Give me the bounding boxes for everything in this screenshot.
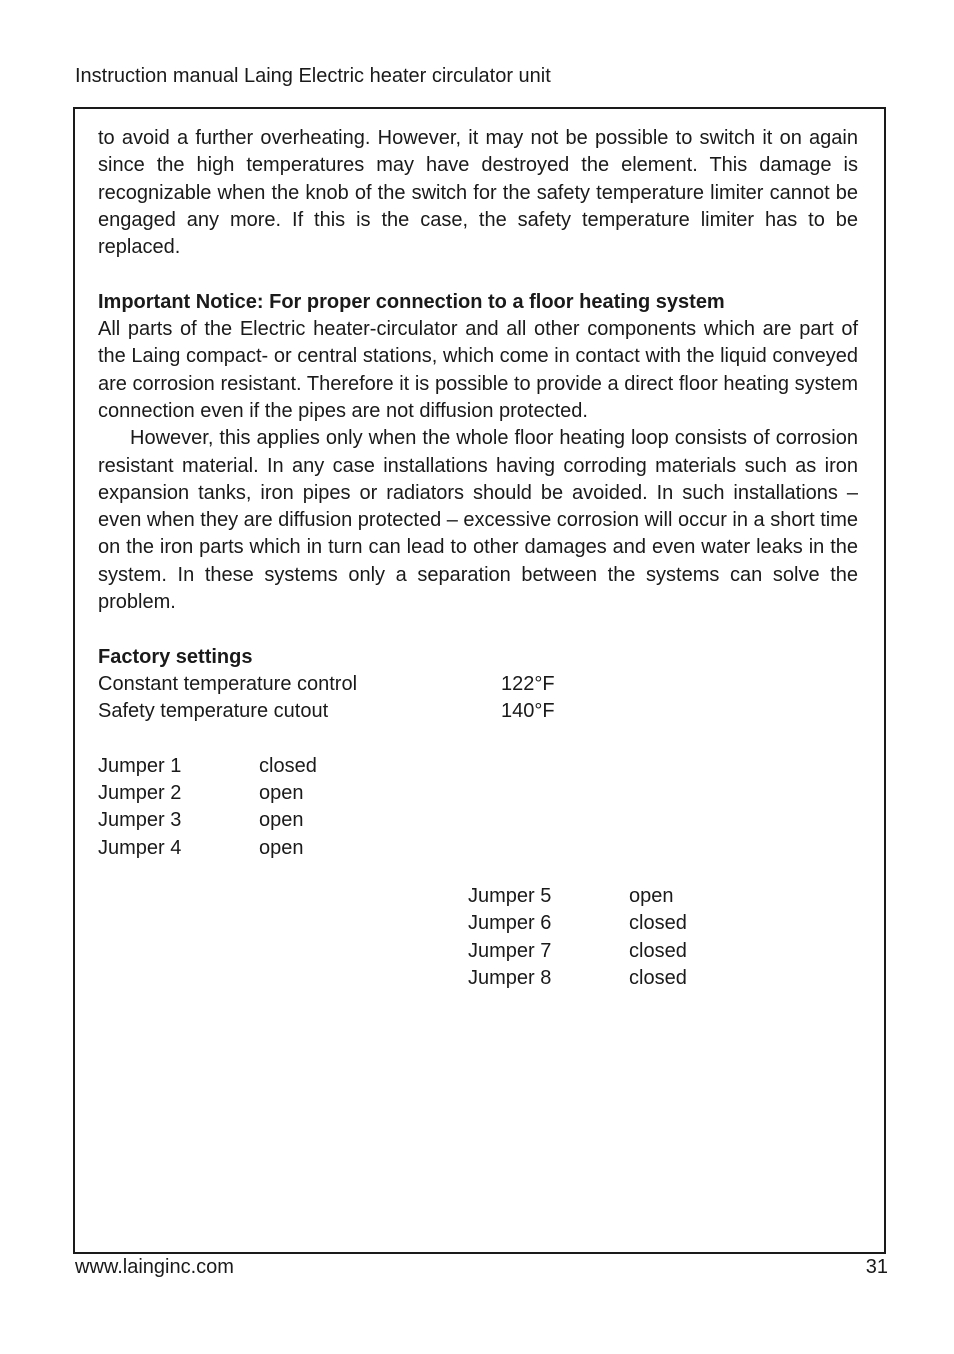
jumper-state: closed [259, 754, 317, 777]
notice-paragraph-2: However, this applies only when the whole floor heating loop consists of corrosion resistant material. In any case installations having corroding materials such as iron expansion tanks, iron pipes or radiators should be avoided. In such installations – even when they are diffusion protected – excessive corrosion will occur in a short time on the iron parts which in turn can lead to other damages and even water leaks in the system. In these systems only a separation between the systems can solve the problem. [98, 427, 859, 614]
jumper-row [98, 883, 858, 910]
setting-label: Constant temperature control [98, 672, 358, 695]
jumper-label: Jumper 1 [98, 754, 182, 777]
setting-value: 140°F [501, 700, 555, 723]
setting-label: Safety temperature cutout [98, 700, 329, 723]
body-text [98, 125, 858, 992]
jumper-row [98, 807, 858, 834]
jumper-label: Jumper 3 [98, 809, 182, 832]
jumper-label: Jumper 4 [98, 836, 182, 859]
jumper-state: open [259, 836, 304, 859]
jumper-label: Jumper 6 [468, 912, 552, 935]
setting-row [98, 698, 858, 725]
setting-value: 122°F [501, 672, 555, 695]
jumper-label: Jumper 5 [468, 885, 552, 908]
jumper-row [98, 910, 858, 937]
jumper-row [98, 753, 858, 780]
jumper-label: Jumper 2 [98, 782, 182, 805]
jumper-state: open [629, 885, 674, 908]
jumper-row [98, 780, 858, 807]
page-header: Instruction manual Laing Electric heater circulator unit [75, 65, 551, 87]
jumper-state: closed [629, 966, 687, 989]
jumper-state: open [259, 782, 304, 805]
content-frame [73, 107, 886, 1254]
jumper-state: closed [629, 939, 687, 962]
jumper-state: closed [629, 912, 687, 935]
notice-paragraph-1: All parts of the Electric heater-circulator and all other components which are part of the Laing compact- or central stations, which come in contact with the liquid conveyed are corrosion resistant. Therefore it is possible to provide a direct floor heating system connection even if the pipes are not diffusion protected. [98, 318, 858, 422]
jumper-label: Jumper 8 [468, 966, 552, 989]
footer-website-link[interactable]: www.lainginc.com [75, 1256, 234, 1278]
jumper-row [98, 835, 858, 862]
jumper-row [98, 938, 858, 965]
page-number: 31 [865, 1256, 888, 1278]
paragraph-overheating: to avoid a further overheating. However, it may not be possible to switch it on again since the high temperatures may have destroyed the element. This damage is recognizable when the knob of the switch for the safety temperature limiter cannot be engaged any more. If this is the case, the safety temperature limiter has to be replaced. [98, 127, 858, 259]
factory-settings-heading: Factory settings [98, 645, 253, 668]
jumper-label: Jumper 7 [468, 939, 552, 962]
notice-heading: Important Notice: For proper connection to a floor heating system [98, 290, 725, 313]
jumper-row [98, 965, 858, 992]
jumper-state: open [259, 809, 304, 832]
setting-row [98, 671, 858, 698]
